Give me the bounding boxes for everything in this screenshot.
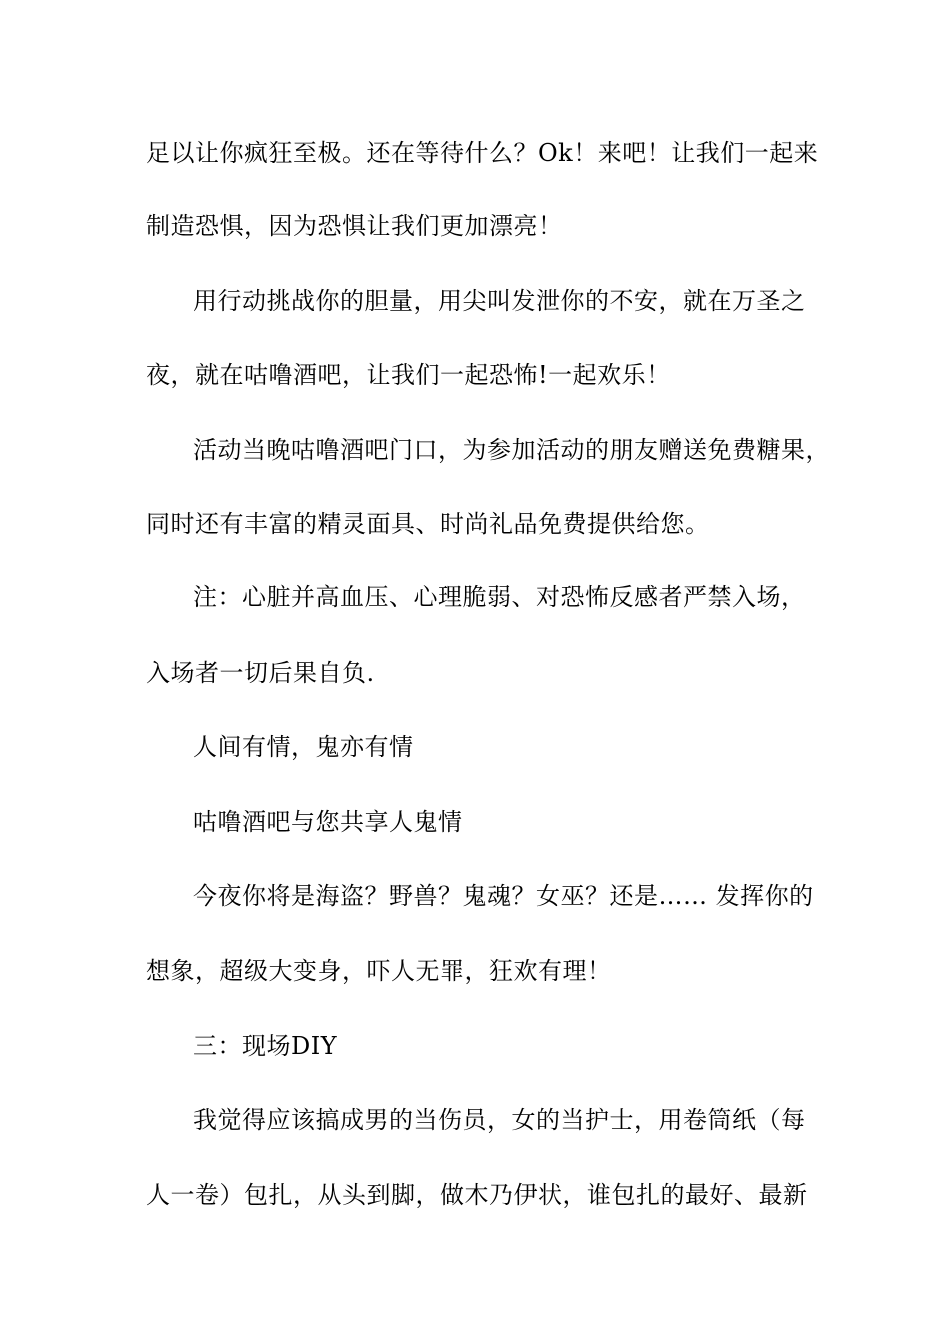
paragraph-line: 入场者一切后果自负.	[146, 659, 375, 687]
paragraph-line: 咕噜酒吧与您共享人鬼情	[193, 808, 463, 836]
paragraph-line: 今夜你将是海盗？野兽？鬼魂？女巫？还是…… 发挥你的	[193, 882, 814, 910]
paragraph-line: 用行动挑战你的胆量，用尖叫发泄你的不安，就在万圣之	[193, 287, 806, 315]
paragraph-line: 足以让你疯狂至极。还在等待什么？Ok！来吧！让我们一起来	[146, 139, 819, 167]
paragraph-line: 三：现场DIY	[193, 1032, 338, 1060]
paragraph-line: 我觉得应该搞成男的当伤员，女的当护士，用卷筒纸（每	[193, 1106, 806, 1134]
paragraph-line: 制造恐惧，因为恐惧让我们更加漂亮！	[146, 212, 563, 240]
paragraph-line: 注：心脏并高血压、心理脆弱、对恐怖反感者严禁入场，	[193, 583, 806, 611]
paragraph-line: 活动当晚咕噜酒吧门口，为参加活动的朋友赠送免费糖果，	[193, 436, 830, 464]
paragraph-line: 想象，超级大变身，吓人无罪，狂欢有理！	[146, 957, 612, 985]
paragraph-line: 夜，就在咕噜酒吧，让我们一起恐怖!一起欢乐！	[146, 361, 671, 389]
paragraph-line: 人一卷）包扎，从头到脚，做木乃伊状，谁包扎的最好、最新	[146, 1181, 808, 1209]
paragraph-line: 人间有情，鬼亦有情	[193, 733, 414, 761]
paragraph-line: 同时还有丰富的精灵面具、时尚礼品免费提供给您。	[146, 510, 710, 538]
